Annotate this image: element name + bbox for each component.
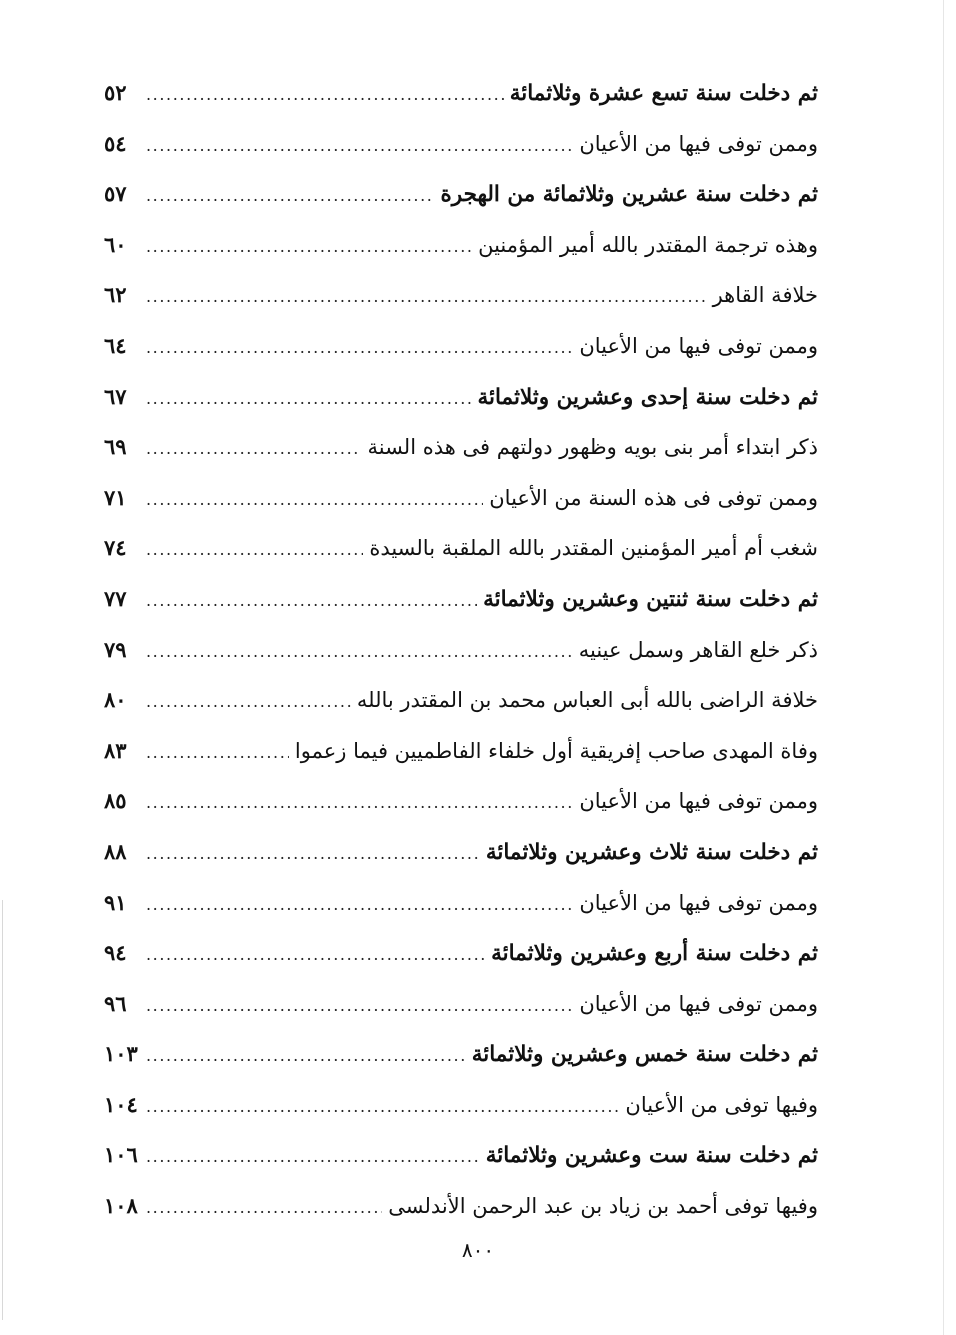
toc-entry-page: ٦٤ <box>104 332 127 358</box>
toc-entry-page: ٦٢ <box>104 282 127 308</box>
toc-entry <box>104 726 818 777</box>
toc-entry-title: ثم دخلت سنة إحدى وعشرين وثلاثمائة <box>477 384 818 410</box>
toc-entry <box>104 675 818 726</box>
dot-leader <box>146 930 485 981</box>
toc-entry-title: ثم دخلت سنة عشرين وثلاثمائة من الهجرة <box>440 182 818 208</box>
toc-entry-page: ٧٤ <box>104 535 127 561</box>
scan-edge-left <box>2 900 3 1320</box>
toc-entry-title: ذكر ابتداء أمر بنى بويه وظهور دولتهم فى هذه السنة <box>367 435 818 460</box>
toc-entry-title: وممن توفى فيها من الأعيان <box>579 131 818 156</box>
toc-entry-page: ٧٩ <box>104 636 127 662</box>
toc-entry-page: ٧١ <box>104 484 127 510</box>
dot-leader <box>146 525 363 576</box>
toc-entry-page: ٦٧ <box>104 383 127 409</box>
dot-leader <box>146 272 707 323</box>
dot-leader <box>146 778 573 829</box>
toc-entry <box>104 473 818 524</box>
toc-entry-title: وممن توفى فيها من الأعيان <box>579 789 818 814</box>
toc-entry-title: وفيها توفى أحمد بن زياد بن عبد الرحمن الأندلسى <box>388 1194 818 1219</box>
toc-entry-page: ١٠٣ <box>104 1041 138 1067</box>
dot-leader <box>146 424 361 475</box>
toc-entry-title: وممن توفى فيها من الأعيان <box>579 333 818 358</box>
toc-entry-page: ٩٤ <box>104 940 127 966</box>
toc-entry-title: ثم دخلت سنة تسع عشرة وثلاثمائة <box>509 81 818 106</box>
toc-year-heading <box>104 574 818 625</box>
page-number: ٨٠٠ <box>461 1238 495 1262</box>
dot-leader <box>146 323 573 374</box>
toc-year-heading <box>104 68 818 119</box>
toc-entry-page: ٨٠ <box>104 687 127 713</box>
dot-leader <box>146 728 289 779</box>
toc-entry-page: ٨٨ <box>104 838 127 864</box>
toc-entry-page: ٩١ <box>104 889 127 915</box>
toc-entry <box>104 1181 818 1232</box>
toc-entry-page: ٦٩ <box>104 434 127 460</box>
toc-entry <box>104 270 818 321</box>
dot-leader <box>146 70 504 121</box>
dot-leader <box>146 171 434 222</box>
dot-leader <box>146 1132 480 1183</box>
dot-leader <box>146 880 573 931</box>
toc-entry <box>104 776 818 827</box>
toc-entry-title: ثم دخلت سنة ست وعشرين وثلاثمائة <box>485 1143 818 1169</box>
toc-entry-title: وفيها توفى من الأعيان <box>625 1092 818 1117</box>
dot-leader <box>146 374 472 425</box>
toc-entry-title: ذكر خلع القاهر وسمل عينيه <box>578 637 818 662</box>
toc-entry-title: وهذه ترجمة المقتدر بالله أمير المؤمنين <box>478 232 818 257</box>
toc-entry-page: ٥٤ <box>104 130 127 156</box>
toc-entry-page: ٨٥ <box>104 788 127 814</box>
toc-entry-title: وممن توفى فى هذه السنة من الأعيان <box>489 485 818 510</box>
toc-entry-page: ١٠٦ <box>104 1142 138 1168</box>
toc-entry-page: ٩٦ <box>104 990 127 1016</box>
toc-entry-page: ٧٧ <box>104 585 127 611</box>
dot-leader <box>146 475 483 526</box>
toc-year-heading <box>104 372 818 423</box>
toc-entry-title: ثم دخلت سنة أربع وعشرين وثلاثمائة <box>491 941 818 967</box>
dot-leader <box>146 1031 466 1082</box>
toc-year-heading <box>104 1029 818 1080</box>
toc-year-heading <box>104 827 818 878</box>
dot-leader <box>146 829 480 880</box>
toc-entry <box>104 1080 818 1131</box>
dot-leader <box>146 981 573 1032</box>
toc-entry-page: ٥٢ <box>104 80 127 105</box>
toc-entry-title: ثم دخلت سنة خمس وعشرين وثلاثمائة <box>471 1042 818 1068</box>
dot-leader <box>146 222 472 273</box>
dot-leader <box>146 121 573 172</box>
toc-entry-title: ثم دخلت سنة ثنتين وعشرين وثلاثمائة <box>483 586 818 612</box>
toc-year-heading <box>104 928 818 979</box>
toc-entry-page: ٨٣ <box>104 737 127 763</box>
toc-entry <box>104 878 818 929</box>
toc-entry-page: ٥٧ <box>104 181 127 207</box>
dot-leader <box>146 1183 382 1234</box>
toc-entry-page: ٦٠ <box>104 231 127 257</box>
toc-entry <box>104 119 818 170</box>
toc-entry-page: ١٠٤ <box>104 1091 138 1117</box>
toc-entry <box>104 321 818 372</box>
toc-year-heading <box>104 169 818 220</box>
dot-leader <box>146 677 351 728</box>
toc-entry-page: ١٠٨ <box>104 1193 138 1219</box>
scan-edge-right <box>943 0 944 1335</box>
table-of-contents <box>104 68 818 1232</box>
toc-year-heading <box>104 1130 818 1181</box>
dot-leader <box>146 1082 619 1133</box>
toc-entry <box>104 979 818 1030</box>
toc-entry-title: خلافة القاهر <box>712 283 818 308</box>
toc-entry <box>104 625 818 676</box>
toc-entry-title: وفاة المهدى صاحب إفريقية أول خلفاء الفاطميين فيما زعموا <box>294 738 818 763</box>
toc-entry-title: وممن توفى فيها من الأعيان <box>579 890 818 915</box>
toc-entry <box>104 523 818 574</box>
toc-entry <box>104 422 818 473</box>
toc-entry-title: خلافة الراضى بالله أبى العباس محمد بن المقتدر بالله <box>356 688 818 713</box>
dot-leader <box>146 576 477 627</box>
toc-entry-title: شغب أم أمير المؤمنين المقتدر بالله الملقبة بالسيدة <box>369 536 818 561</box>
toc-entry-title: وممن توفى فيها من الأعيان <box>579 991 818 1016</box>
dot-leader <box>146 627 573 678</box>
toc-entry <box>104 220 818 271</box>
toc-entry-title: ثم دخلت سنة ثلاث وعشرين وثلاثمائة <box>485 839 818 865</box>
